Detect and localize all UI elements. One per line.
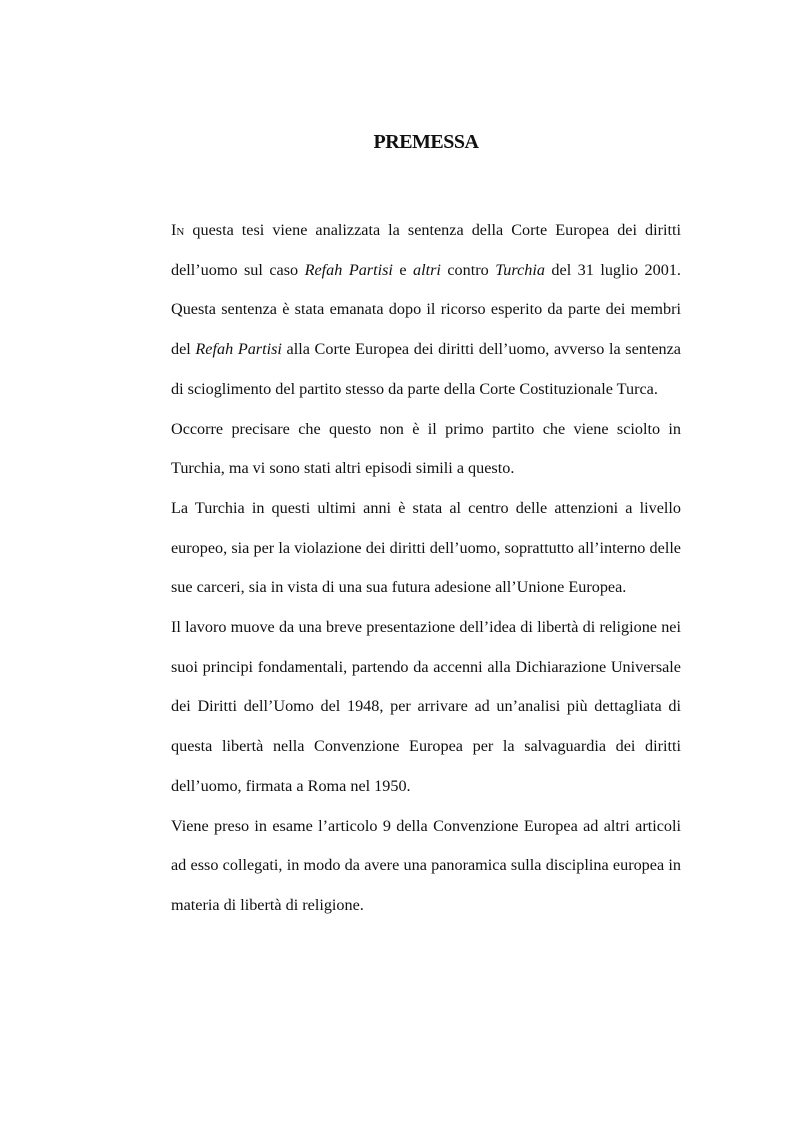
paragraph-3 [171, 489, 681, 608]
lead-word: In [171, 221, 185, 239]
text-segment: contro [440, 260, 496, 279]
page-title: PREMESSA [373, 131, 479, 153]
paragraph-1 [171, 211, 681, 410]
text-segment: Il lavoro muove da una breve presentazione dell’idea di libertà di religione nei suoi principi fondamentali, partendo da accenni alla Dichiarazione Universale dei Diritti dell’Uomo del 1948, per arrivare ad un’analisi più dettagliata di questa libertà nella Convenzione Europea per la salvaguardia dei diritti dell’uomo, firmata a Roma nel 1950. [171, 618, 681, 795]
text-segment: del 31 luglio 2001. Questa sentenza è stata emanata dopo il ricorso esperito da parte dei membri del [171, 260, 681, 359]
text-segment: Occorre precisare che questo non è il primo partito che viene sciolto in Turchia, ma vi sono stati altri episodi simili a questo. [171, 419, 681, 478]
text-segment: alla Corte Europea dei diritti dell’uomo, avverso la sentenza di scioglimento del partito stesso da parte della Corte Costituzionale Turca. [171, 340, 681, 398]
italic-country: Turchia [495, 260, 545, 279]
text-segment: Viene preso in esame l’articolo 9 della Convenzione Europea ad altri articoli ad esso collegati, in modo da avere una panoramica sulla disciplina europea in materia di libertà di religione. [171, 816, 681, 914]
paragraph-4 [171, 608, 681, 807]
text-segment: La Turchia in questi ultimi anni è stata al centro delle attenzioni a livello europeo, sia per la violazione dei diritti dell’uomo, soprattutto all’interno delle sue carceri, sia in vista di una sua futura adesione all’Unione Europea. [171, 498, 681, 597]
italic-case-name: Refah Partisi [304, 260, 393, 279]
italic-word: altri [413, 260, 441, 279]
paragraph-5 [171, 807, 681, 926]
text-segment: questa tesi viene analizzata la sentenza della Corte Europea dei diritti dell’uomo sul caso [171, 221, 681, 279]
paragraph-2 [171, 410, 681, 489]
italic-case-name: Refah Partisi [195, 340, 282, 359]
text-segment: e [392, 260, 414, 279]
body-text [171, 211, 681, 926]
